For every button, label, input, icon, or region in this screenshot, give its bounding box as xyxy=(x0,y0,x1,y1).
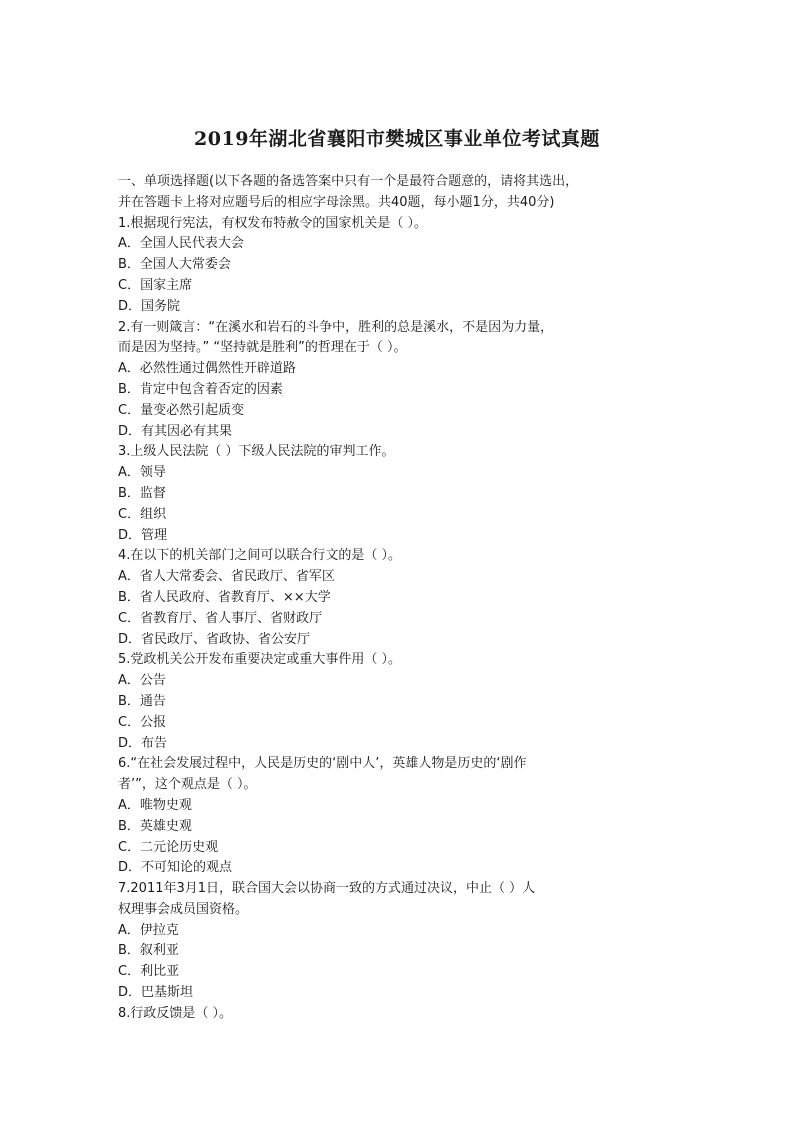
answer-option: C．二元论历史观 xyxy=(118,839,219,855)
answer-option: D．不可知论的观点 xyxy=(118,860,233,876)
question-stem: 7.2011年3月1日，联合国大会以协商一致的方式通过决议，中止（ ）人 xyxy=(118,881,536,897)
question-stem: 6.“在社会发展过程中，人民是历史的‘剧中人’，英雄人物是历史的‘剧作 xyxy=(118,756,527,772)
answer-option: A．唯物史观 xyxy=(118,797,192,813)
answer-option: A．公告 xyxy=(118,673,166,689)
question-8 xyxy=(118,1004,618,1025)
answer-option: B．叙利亚 xyxy=(118,943,179,959)
answer-option: B．全国人大常委会 xyxy=(118,257,231,273)
question-stem: 5.党政机关公开发布重要决定或重大事件用（ ）。 xyxy=(118,652,402,668)
question-stem: 1.根据现行宪法，有权发布特赦令的国家机关是（ ）。 xyxy=(118,215,428,231)
question-5 xyxy=(118,650,618,754)
question-stem: 而是因为坚持。” “坚持就是胜利”的哲理在于（ ）。 xyxy=(118,340,407,356)
answer-option: B．肯定中包含着否定的因素 xyxy=(118,381,283,397)
answer-option: B．省人民政府、省教育厅、××大学 xyxy=(118,589,331,605)
question-2 xyxy=(118,318,618,443)
answer-option: B．通告 xyxy=(118,693,166,709)
answer-option: C．省教育厅、省人事厅、省财政厅 xyxy=(118,610,323,626)
answer-option: D．布告 xyxy=(118,735,168,751)
answer-option: D．管理 xyxy=(118,527,168,543)
question-stem: 权理事会成员国资格。 xyxy=(118,901,249,917)
question-1 xyxy=(118,214,618,318)
section-header-line: 并在答题卡上将对应题号后的相应字母涂黑。共40题，每小题1分，共40分) xyxy=(118,194,555,210)
answer-option: C．利比亚 xyxy=(118,964,180,980)
answer-option: B．监督 xyxy=(118,485,166,501)
answer-option: B．英雄史观 xyxy=(118,818,192,834)
answer-option: A．必然性通过偶然性开辟道路 xyxy=(118,361,296,377)
section-header-line: 一、单项选择题(以下各题的备选答案中只有一个是最符合题意的，请将其选出， xyxy=(118,174,579,189)
exam-content xyxy=(118,172,618,1025)
answer-option: A．领导 xyxy=(118,465,166,481)
answer-option: D．有其因必有其果 xyxy=(118,423,233,439)
question-4 xyxy=(118,546,618,650)
question-stem: 3.上级人民法院（ ）下级人民法院的审判工作。 xyxy=(118,444,395,460)
question-stem: 者’”，这个观点是（ ）。 xyxy=(118,777,257,793)
answer-option: C．量变必然引起质变 xyxy=(118,402,245,418)
answer-option: D．国务院 xyxy=(118,298,181,314)
question-stem: 8.行政反馈是（ ）。 xyxy=(118,1005,233,1021)
answer-option: D．省民政厅、省政协、省公安厅 xyxy=(118,631,311,647)
question-list xyxy=(118,214,618,1025)
section-header xyxy=(118,172,618,214)
answer-option: A．全国人民代表大会 xyxy=(118,236,244,252)
answer-option: C．组织 xyxy=(118,506,167,522)
question-3 xyxy=(118,442,618,546)
answer-option: A．伊拉克 xyxy=(118,922,179,938)
question-6 xyxy=(118,754,618,879)
answer-option: C．公报 xyxy=(118,714,167,730)
question-stem: 2.有一则箴言：“在溪水和岩石的斗争中，胜利的总是溪水，不是因为力量， xyxy=(118,319,554,335)
answer-option: C．国家主席 xyxy=(118,277,193,293)
answer-option: D．巴基斯坦 xyxy=(118,985,194,1001)
document-title: 2019年湖北省襄阳市樊城区事业单位考试真题 xyxy=(194,128,600,150)
answer-option: A．省人大常委会、省民政厅、省军区 xyxy=(118,569,335,585)
question-7 xyxy=(118,879,618,1004)
question-stem: 4.在以下的机关部门之间可以联合行文的是（ ）。 xyxy=(118,548,402,564)
